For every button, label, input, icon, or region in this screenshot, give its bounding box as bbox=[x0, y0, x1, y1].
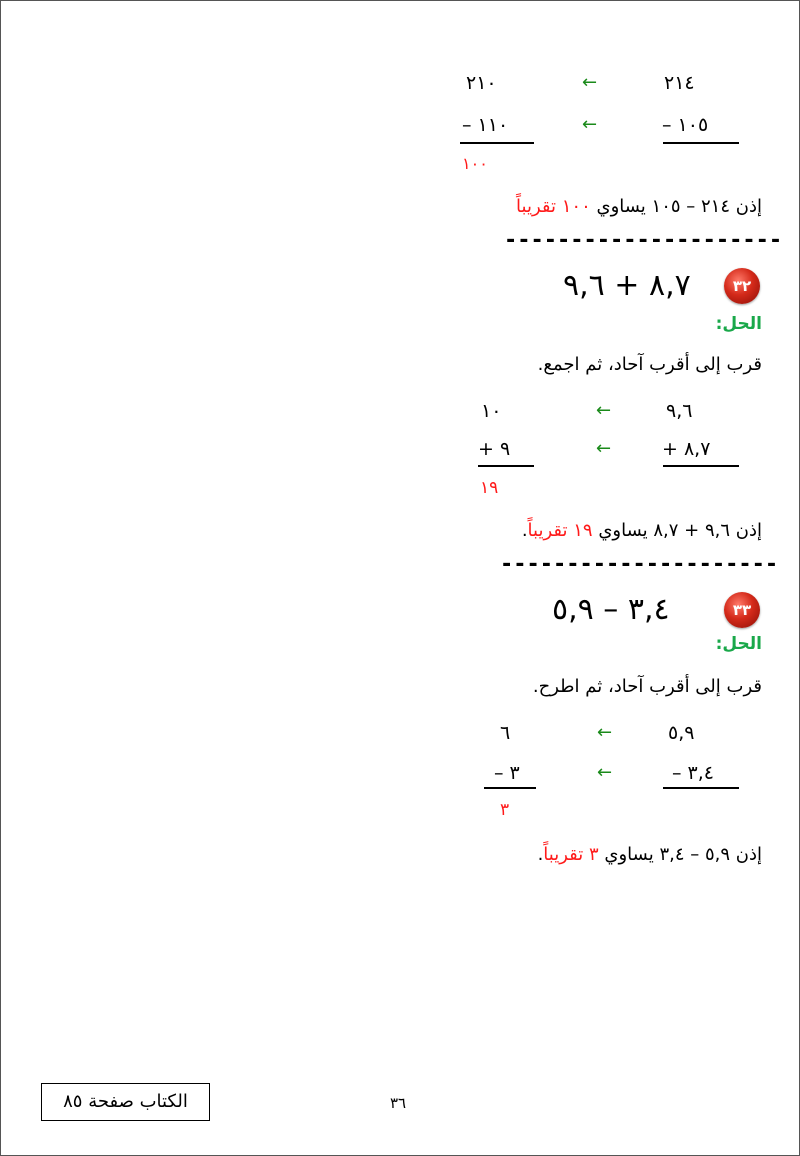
b1-row1-arrow: ← bbox=[582, 72, 598, 93]
b1-result: ١٠٠ bbox=[462, 154, 488, 173]
p33-conclusion bbox=[538, 844, 762, 865]
p32-row2-arrow: ← bbox=[596, 438, 612, 459]
p33-row1-right: ٥,٩ bbox=[668, 722, 695, 744]
page-number: ٣٦ bbox=[390, 1094, 407, 1112]
b1-underline-right bbox=[663, 142, 739, 144]
p32-underline-left bbox=[478, 465, 534, 467]
p32-row2-left: ٩ + bbox=[478, 438, 511, 460]
p32-conclusion bbox=[522, 520, 762, 541]
p32-conclusion-text: إذن ٩,٦ + ٨,٧ يساوي bbox=[592, 520, 762, 541]
p33-conclusion-period: . bbox=[537, 844, 544, 865]
b1-row2-arrow: ← bbox=[582, 114, 598, 135]
p32-number-badge: ٣٢ bbox=[724, 268, 760, 304]
p33-instruction: قرب إلى أقرب آحاد، ثم اطرح. bbox=[532, 676, 762, 697]
p33-conclusion-text: إذن ٥,٩ – ٣,٤ يساوي bbox=[598, 844, 762, 865]
p32-expression: ٨,٧ + ٩,٦ bbox=[563, 268, 691, 303]
p32-row1-left: ١٠ bbox=[481, 400, 502, 422]
p33-row2-left: ٣ – bbox=[494, 762, 520, 784]
p33-conclusion-value: ٣ تقريباً bbox=[543, 844, 599, 865]
separator-1: --------------------- bbox=[504, 228, 783, 253]
p32-instruction: قرب إلى أقرب آحاد، ثم اجمع. bbox=[537, 354, 762, 375]
p32-conclusion-period: . bbox=[521, 520, 528, 541]
p33-result: ٣ bbox=[500, 800, 510, 820]
p32-row1-arrow: ← bbox=[596, 400, 612, 421]
p33-number-badge: ٣٣ bbox=[724, 592, 760, 628]
b1-conclusion bbox=[516, 196, 762, 217]
b1-row1-left: ٢١٠ bbox=[466, 72, 497, 94]
b1-row1-right: ٢١٤ bbox=[664, 72, 695, 94]
b1-conclusion-value: ١٠٠ تقريباً bbox=[516, 196, 591, 217]
b1-row2-right: ١٠٥ – bbox=[662, 114, 709, 136]
p33-row2-arrow: ← bbox=[597, 762, 613, 783]
p33-underline-left bbox=[484, 787, 536, 789]
p33-row1-arrow: ← bbox=[597, 722, 613, 743]
p32-conclusion-value: ١٩ تقريباً bbox=[527, 520, 593, 541]
p33-expression: ٣,٤ – ٥,٩ bbox=[552, 592, 670, 627]
p32-result: ١٩ bbox=[480, 478, 499, 498]
p32-row1-right: ٩,٦ bbox=[666, 400, 693, 422]
p33-solution-label: الحل: bbox=[715, 634, 762, 654]
b1-conclusion-text: إذن ٢١٤ – ١٠٥ يساوي bbox=[590, 196, 762, 217]
book-page-reference: الكتاب صفحة ٨٥ bbox=[41, 1083, 210, 1121]
b1-row2-left: ١١٠ – bbox=[462, 114, 509, 136]
p32-underline-right bbox=[663, 465, 739, 467]
separator-2: --------------------- bbox=[500, 552, 779, 577]
p33-row1-left: ٦ bbox=[500, 722, 511, 744]
p33-row2-right: ٣,٤ – bbox=[672, 762, 714, 784]
p32-solution-label: الحل: bbox=[715, 314, 762, 334]
p33-underline-right bbox=[663, 787, 739, 789]
p32-row2-right: ٨,٧ + bbox=[662, 438, 711, 460]
b1-underline-left bbox=[460, 142, 534, 144]
